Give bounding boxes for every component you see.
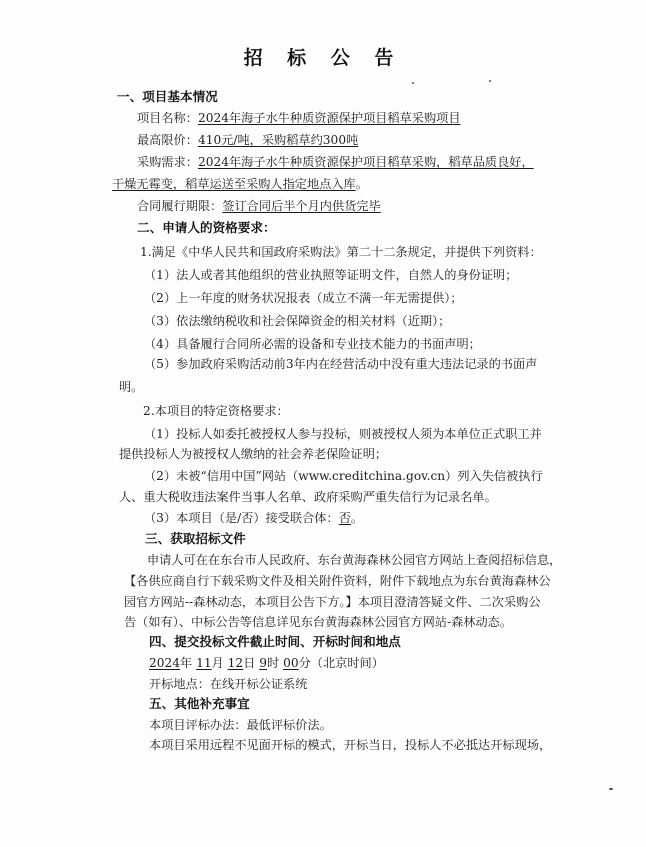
demand-label: 采购需求： bbox=[137, 155, 198, 169]
page-title: 招 标 公 告 bbox=[243, 47, 403, 69]
demand-value-end: 。 bbox=[355, 177, 368, 191]
req2-intro: 2.本项目的特定资格要求： bbox=[143, 404, 289, 418]
project-name-row bbox=[137, 110, 461, 126]
demand-value-line2: 干燥无霉变，稻草运送至采购人指定地点入库 bbox=[112, 177, 356, 191]
req2-item-3 bbox=[144, 510, 363, 526]
demand-row-cont bbox=[112, 176, 368, 192]
opening-location: 开标地点：在线开标公证系统 bbox=[149, 677, 308, 691]
deadline-minute: 00 bbox=[283, 656, 299, 670]
req1-item-2: （2）上一年度的财务状况报表（成立不满一年无需提供）； bbox=[144, 291, 463, 305]
req2-item-3-end: 。 bbox=[350, 511, 364, 525]
evaluation-method: 本项目评标办法：最低评标价法。 bbox=[149, 718, 332, 732]
max-price-row bbox=[137, 132, 358, 148]
day-unit: 日 bbox=[243, 656, 256, 670]
remote-opening-note: 本项目采用远程不见面开标的模式，开标当日，投标人不必抵达开标现场， bbox=[149, 738, 552, 752]
demand-value-line1: 2024年海子水牛种质资源保护项目稻草采购，稻草品质良好， bbox=[197, 155, 534, 169]
req2-item-1-line1: （1）投标人如委托被授权人参与投标，则被授权人须为本单位正式职工并 bbox=[144, 427, 542, 441]
section-4-heading: 四、提交投标文件截止时间、开标时间和地点 bbox=[149, 634, 401, 649]
project-name-label: 项目名称： bbox=[137, 111, 198, 125]
max-price-label: 最高限价： bbox=[137, 133, 198, 147]
deadline-datetime bbox=[149, 655, 384, 671]
section-1-heading: 一、项目基本情况 bbox=[117, 89, 218, 104]
section-2-heading: 二、申请人的资格要求： bbox=[137, 220, 276, 235]
section-5-heading: 五、其他补充事宜 bbox=[149, 696, 250, 711]
period-row bbox=[137, 198, 381, 214]
max-price-value: 410元/吨，采购稻草约300吨 bbox=[197, 133, 359, 147]
req2-item-3-prefix: （3）本项目（是/否）接受联合体： bbox=[144, 511, 339, 525]
scan-speck bbox=[412, 82, 414, 84]
minute-unit: 分（北京时间） bbox=[298, 656, 384, 670]
deadline-hour: 9 bbox=[259, 656, 268, 670]
project-name-value: 2024年海子水牛种质资源保护项目稻草采购项目 bbox=[197, 111, 461, 125]
s3-para-line3: 园官方网站--森林动态，本项目公告下方。】本项目澄清答疑文件、二次采购公 bbox=[124, 595, 541, 609]
period-value: 签订合同后半个月内供货完毕 bbox=[222, 199, 381, 213]
req2-item-2-line1: （2）未被“信用中国”网站（www.creditchina.gov.cn）列入失信被执行 bbox=[144, 469, 543, 483]
deadline-year: 2024 bbox=[149, 656, 181, 670]
demand-row bbox=[137, 154, 534, 170]
period-label: 合同履行期限： bbox=[137, 199, 223, 213]
scan-speck bbox=[489, 80, 491, 82]
section-3-heading: 三、获取招标文件 bbox=[145, 531, 246, 546]
month-unit: 月 bbox=[211, 656, 224, 670]
req1-item-3: （3）依法缴纳税收和社会保障资金的相关材料（近期）； bbox=[144, 314, 451, 328]
s3-para-line1: 申请人可在在东台市人民政府、东台黄海森林公园官方网站上查阅招标信息， bbox=[147, 553, 562, 567]
req1-intro: 1.满足《中华人民共和国政府采购法》第二十二条规定，并提供下列资料： bbox=[140, 245, 542, 259]
req1-item-5-cont: 明。 bbox=[119, 380, 144, 394]
hour-unit: 时 bbox=[267, 656, 280, 670]
scan-speck bbox=[609, 788, 613, 790]
deadline-month: 11 bbox=[196, 656, 212, 670]
year-unit: 年 bbox=[180, 656, 193, 670]
req1-item-4: （4）具备履行合同所必需的设备和专业技术能力的书面声明； bbox=[144, 337, 481, 351]
s3-para-line2: 【各供应商自行下载采购文件及相关附件资料，附件下载地点为东台黄海森林公 bbox=[124, 574, 551, 588]
req1-item-1: （1）法人或者其他组织的营业执照等证明文件，自然人的身份证明； bbox=[144, 268, 518, 282]
req2-item-1-line2: 提供投标人为被授权人缴纳的社会养老保险证明； bbox=[119, 447, 388, 461]
s3-para-line4: 告（如有）、中标公告等信息详见东台黄海森林公园官方网站-森林动态。 bbox=[124, 615, 513, 629]
req2-item-2-line2: 人、重大税收违法案件当事人名单、政府采购严重失信行为记录名单。 bbox=[119, 490, 497, 504]
req1-item-5: （5）参加政府采购活动前3年内在经营活动中没有重大违法记录的书面声 bbox=[144, 357, 538, 371]
consortium-value: 否 bbox=[338, 511, 351, 525]
deadline-day: 12 bbox=[227, 656, 244, 670]
